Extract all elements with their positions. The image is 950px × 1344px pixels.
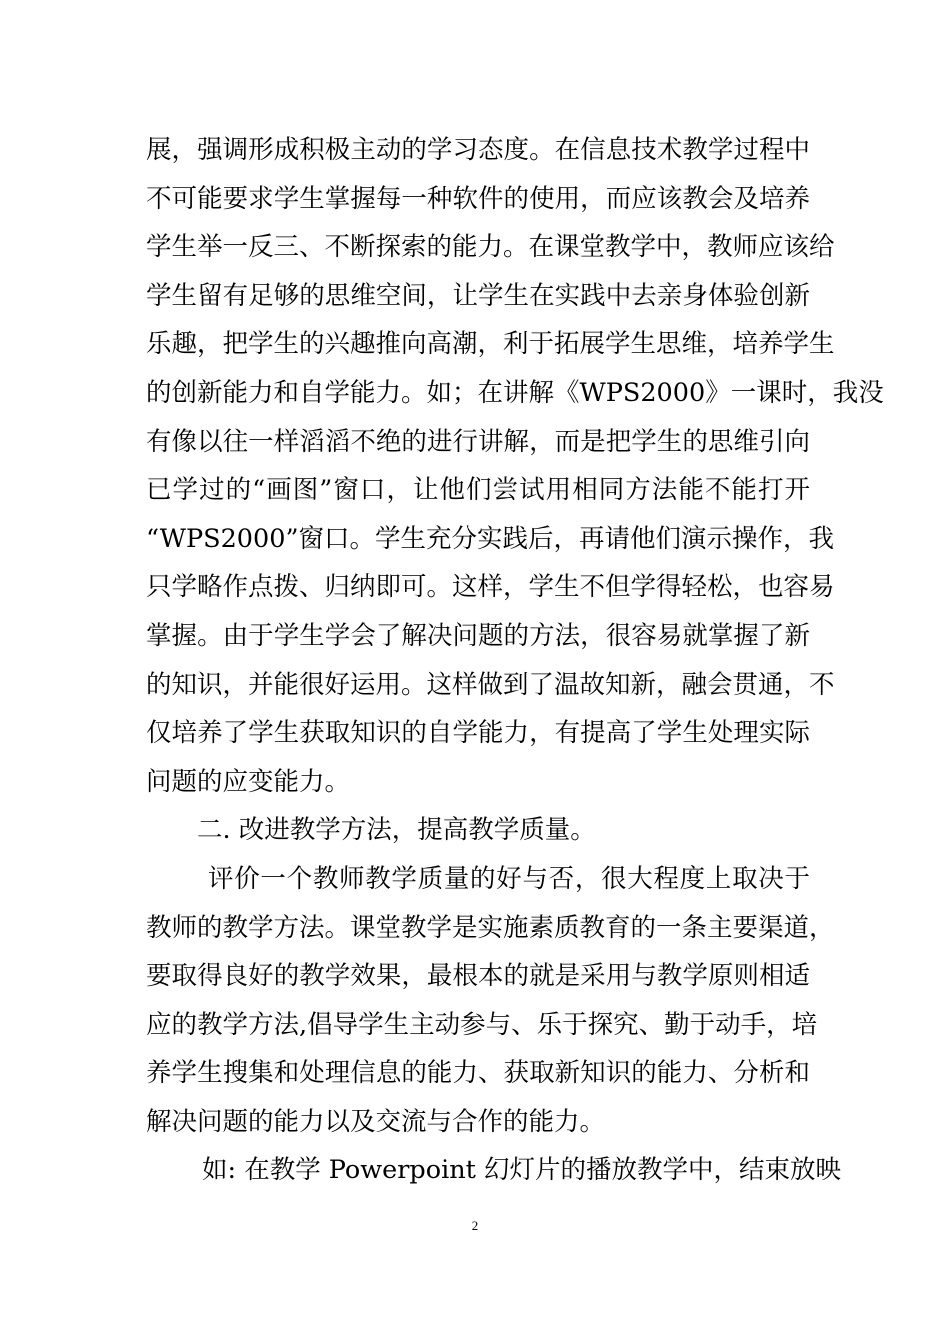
text-line: 展，强调形成积极主动的学习态度。在信息技术教学过程中 xyxy=(146,135,810,165)
text-line: 解决问题的能力以及交流与合作的能力。 xyxy=(146,1106,606,1137)
text-line: 仅培养了学生获取知识的自学能力，有提高了学生处理实际 xyxy=(146,718,810,749)
page-number: 2 xyxy=(471,1218,479,1233)
text-line: 要取得良好的教学效果，最根本的就是采用与教学原则相适 xyxy=(146,961,810,992)
text-line: 的创新能力和自学能力。如；在讲解《WPS2000》一课时，我没 xyxy=(146,377,884,408)
text-line: 已学过的“画图”窗口，让他们尝试用相同方法能不能打开 xyxy=(146,475,810,506)
text-line: 学生留有足够的思维空间，让学生在实践中去亲身体验创新 xyxy=(146,280,810,311)
text-line: 养学生搜集和处理信息的能力、获取新知识的能力、分析和 xyxy=(146,1058,810,1089)
text-line: 的知识，并能很好运用。这样做到了温故知新，融会贯通，不 xyxy=(146,669,835,700)
text-line: 学生举一反三、不断探索的能力。在课堂教学中，教师应该给 xyxy=(146,232,835,263)
section-heading: 二. 改进教学方法，提高教学质量。 xyxy=(197,815,596,846)
text-line: 应的教学方法,倡导学生主动参与、乐于探究、勤于动手，培 xyxy=(146,1009,818,1040)
text-line: 评价一个教师教学质量的好与否，很大程度上取决于 xyxy=(208,863,810,894)
text-line: 掌握。由于学生学会了解决问题的方法，很容易就掌握了新 xyxy=(146,620,810,651)
text-line: 只学略作点拨、归纳即可。这样，学生不但学得轻松，也容易 xyxy=(146,572,835,603)
text-line: 问题的应变能力。 xyxy=(146,766,351,797)
body-text xyxy=(146,126,884,1195)
text-line: 不可能要求学生掌握每一种软件的使用，而应该教会及培养 xyxy=(146,183,810,214)
text-line: 乐趣，把学生的兴趣推向高潮，利于拓展学生思维，培养学生 xyxy=(146,329,835,360)
text-line: “WPS2000”窗口。学生充分实践后，再请他们演示操作，我 xyxy=(146,523,835,554)
text-line: 如: 在教学 Powerpoint 幻灯片的播放教学中，结束放映 xyxy=(202,1155,841,1186)
text-line: 教师的教学方法。课堂教学是实施素质教育的一条主要渠道， xyxy=(146,912,835,943)
text-line: 有像以往一样滔滔不绝的进行讲解，而是把学生的思维引向 xyxy=(146,426,810,457)
